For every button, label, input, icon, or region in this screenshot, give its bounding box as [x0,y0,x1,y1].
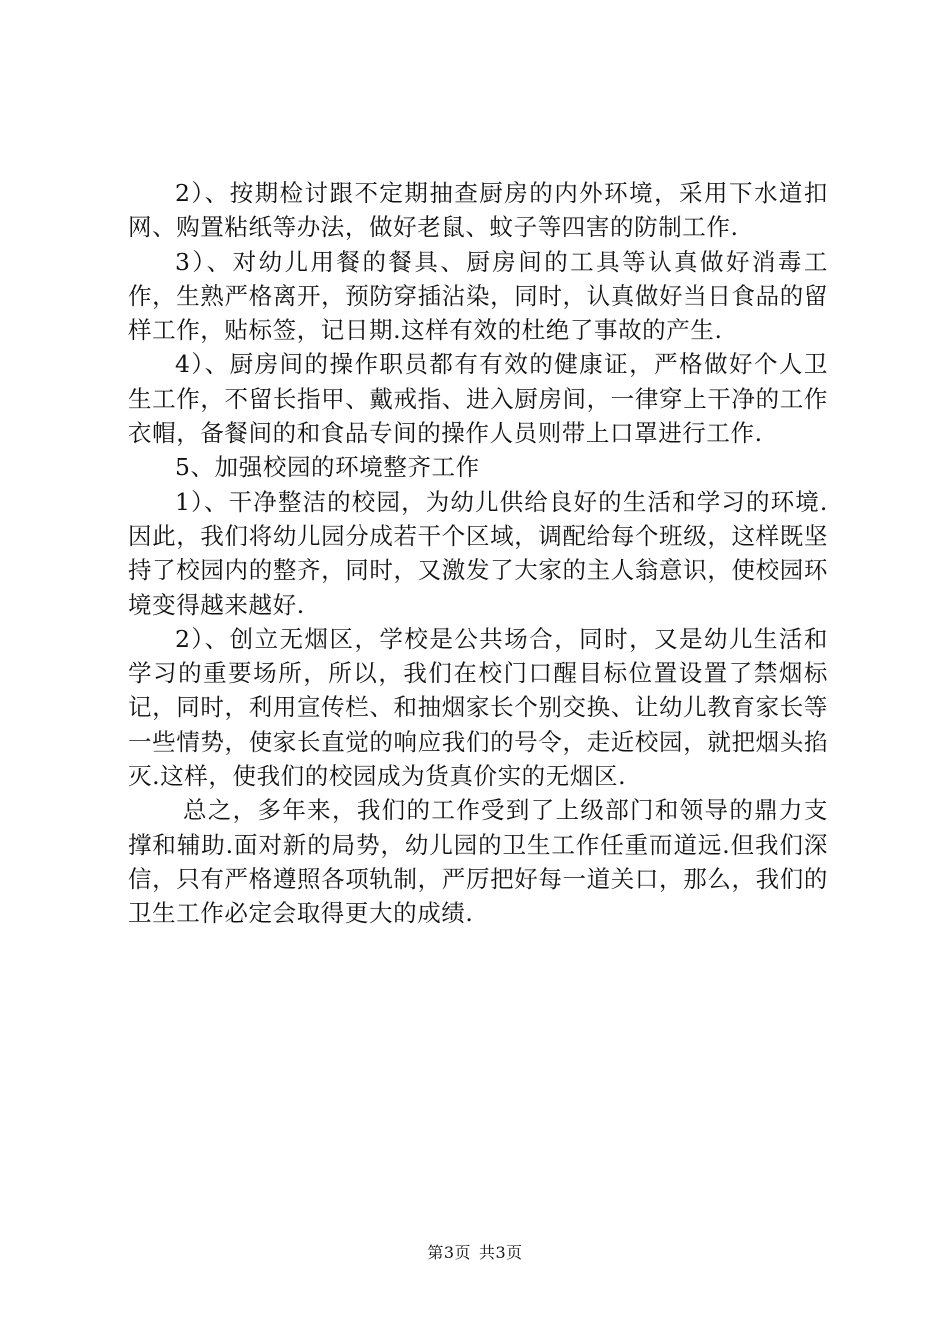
paragraph-smoke-free-zone: 2）、创立无烟区，学校是公共场合，同时，又是幼儿生活和学习的重要场所，所以，我们在校门口醒目标位置设置了禁烟标记，同时，利用宣传栏、和抽烟家长个别交换、让幼儿教育家长等一些情势，使家长直觉的响应我们的号令，走近校园，就把烟头掐灭.这样，使我们的校园成为货真价实的无烟区. [128,624,828,791]
page-number: 第3页 [427,1243,471,1262]
page-total: 共3页 [479,1243,523,1262]
paragraph-kitchen-inspection: 2）、按期检讨跟不定期抽查厨房的内外环境，采用下水道扣网、购置粘纸等办法，做好老鼠、蚊子等四害的防制工作. [128,179,828,242]
section-heading-campus-environment: 5、加强校园的环境整齐工作 [175,453,480,482]
document-body [128,176,828,931]
paragraph-conclusion: 总之，多年来，我们的工作受到了上级部门和领导的鼎力支撑和辅助.面对新的局势，幼儿园的卫生工作任重而道远.但我们深信，只有严格遵照各项轨制，严厉把好每一道关口，那么，我们的卫生工作必定会取得更大的成绩. [128,796,828,928]
paragraph-staff-hygiene: 4）、厨房间的操作职员都有有效的健康证，严格做好个人卫生工作，不留长指甲、戴戒指、进入厨房间，一律穿上干净的工作衣帽，备餐间的和食品专间的操作人员则带上口罩进行工作. [128,350,828,448]
paragraph-campus-cleanliness: 1）、干净整洁的校园，为幼儿供给良好的生活和学习的环境.因此，我们将幼儿园分成若干个区域，调配给每个班级，这样既坚持了校园内的整齐，同时，又激发了大家的主人翁意识，使校园环境变得越来越好. [128,487,828,619]
paragraph-tableware-disinfection: 3）、对幼儿用餐的餐具、厨房间的工具等认真做好消毒工作，生熟严格离开，预防穿插沾染，同时，认真做好当日食品的留样工作，贴标签，记日期.这样有效的杜绝了事故的产生. [128,247,828,345]
page-footer [0,1243,950,1263]
